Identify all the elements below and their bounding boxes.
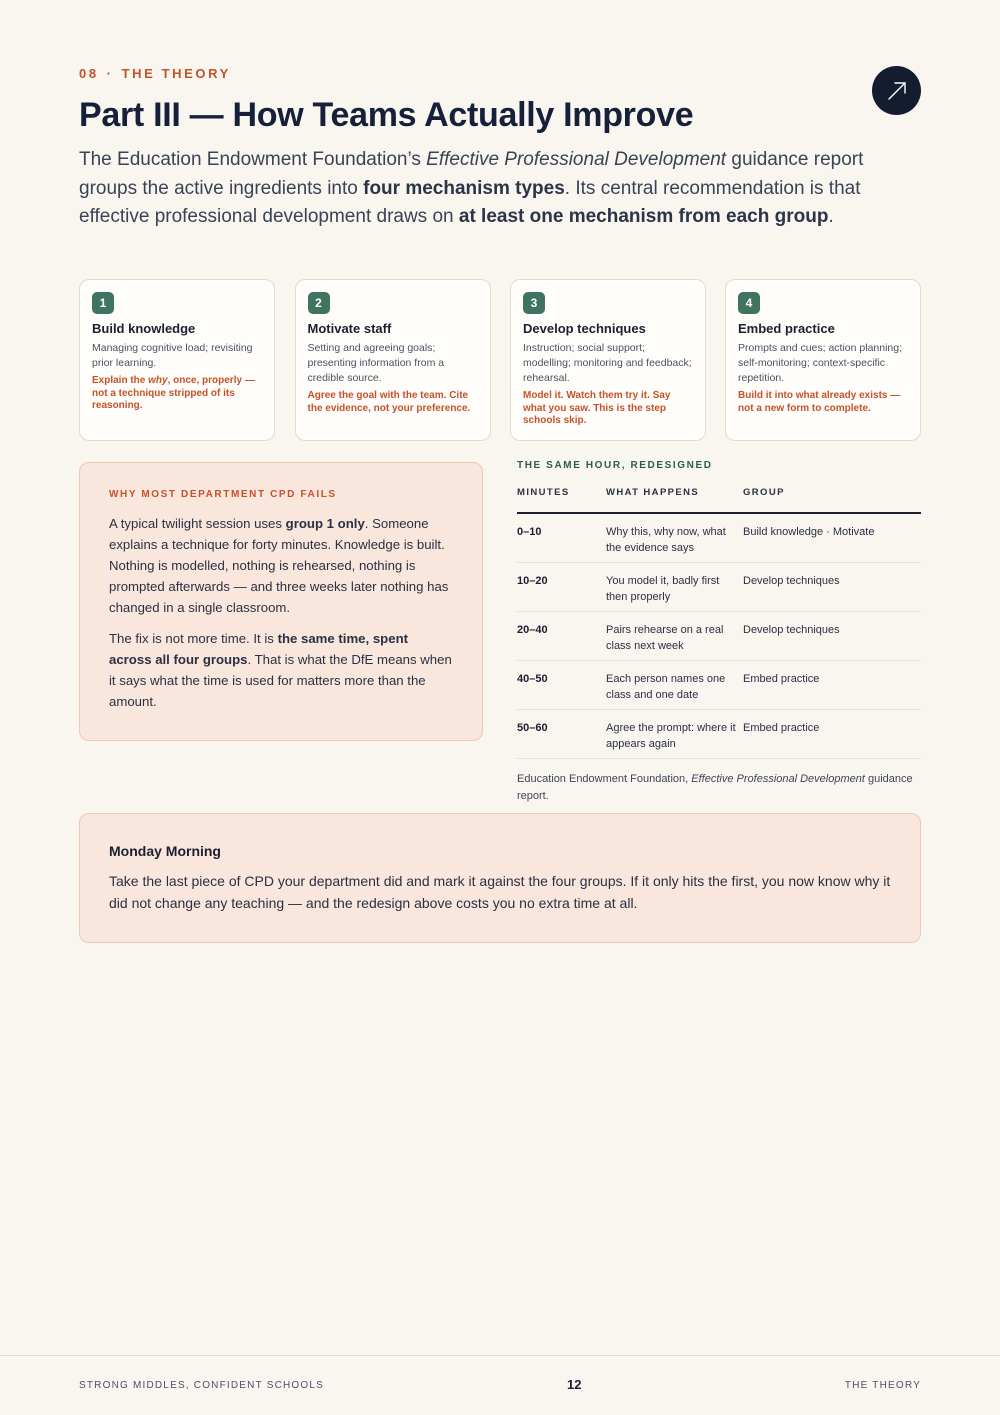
arrow-up-right-icon (886, 80, 908, 102)
card-note-emphasis: why (148, 375, 168, 386)
card-description: Setting and agreeing goals; presenting information from a credible source. (307, 342, 445, 384)
callout-text: . That is what the DfE means when it says what the time is used for matters more than the amount. (109, 652, 452, 709)
redesigned-hour-table (517, 460, 921, 805)
mechanism-card-motivate-staff (295, 279, 491, 441)
card-number-badge: 3 (523, 292, 545, 314)
cell-group: Develop techniques (743, 575, 840, 587)
footer-section-name: THE THEORY (844, 1380, 921, 1391)
footer-publication-title: STRONG MIDDLES, CONFIDENT SCHOOLS (79, 1380, 324, 1391)
lede-report-title: Effective Professional Development (426, 149, 727, 170)
column-header-group: GROUP (743, 487, 785, 498)
cell-what-happens: Why this, why now, what the evidence says (606, 526, 726, 554)
why-cpd-fails-callout (79, 462, 483, 741)
cell-what-happens: Agree the prompt: where it appears again (606, 722, 736, 750)
mechanism-card-develop-techniques (510, 279, 706, 441)
callout-paragraph (109, 628, 453, 712)
table-row (517, 710, 921, 759)
table-label: THE SAME HOUR, REDESIGNED (517, 460, 713, 471)
card-title: Motivate staff (307, 321, 392, 336)
kicker-separator: · (106, 66, 114, 81)
lede-text: The Education Endowment Foundation’s (79, 149, 427, 170)
cell-group: Build knowledge · Motivate (743, 526, 875, 538)
cell-minutes: 10–20 (517, 575, 548, 587)
card-number-badge: 4 (738, 292, 760, 314)
card-number-badge: 1 (92, 292, 114, 314)
callout-emphasis: group 1 only (285, 516, 365, 531)
callout-label: WHY MOST DEPARTMENT CPD FAILS (109, 489, 337, 500)
section-number: 08 (79, 66, 99, 81)
card-description: Prompts and cues; action planning; self-monitoring; context-specific repetition. (738, 342, 903, 384)
cell-group: Develop techniques (743, 624, 840, 636)
footer-page-number: 12 (567, 1377, 582, 1392)
source-text: Education Endowment Foundation, (517, 773, 692, 785)
card-title: Develop techniques (523, 321, 646, 336)
mechanism-cards (79, 279, 921, 441)
source-text: guidance report. (517, 773, 913, 802)
lede-text: . (828, 206, 834, 227)
table-row (517, 514, 921, 563)
cell-minutes: 0–10 (517, 526, 542, 538)
cell-what-happens: Pairs rehearse on a real class next week (606, 624, 724, 652)
lede-paragraph (79, 146, 869, 232)
card-note: Build it into what already exists — not a new form to complete. (738, 390, 901, 414)
card-note-text: , once, properly — not a technique stripped of its reasoning. (92, 375, 255, 411)
card-description: Managing cognitive load; revisiting prior learning. (92, 342, 253, 369)
cell-what-happens: Each person names one class and one date (606, 673, 726, 701)
callout-text: . Someone explains a technique for forty minutes. Knowledge is built. Nothing is modelled, nothing is rehearsed, nothing is prompted afterwards — and three weeks later nothing has changed in a single classroom. (109, 516, 449, 615)
monday-morning-callout (79, 813, 921, 943)
card-number-badge: 2 (308, 292, 330, 314)
lede-emphasis: at least one mechanism from each group (458, 206, 829, 227)
lede-text: guidance report groups the active ingredients into (79, 149, 864, 199)
cell-group: Embed practice (743, 673, 820, 685)
cell-what-happens: You model it, badly first then properly (606, 575, 720, 603)
cell-group: Embed practice (743, 722, 820, 734)
callout-paragraph (109, 513, 453, 618)
lede-text: . Its central recommendation is that effective professional development draws on (79, 177, 861, 227)
section-link-button[interactable] (872, 66, 921, 115)
mechanism-card-build-knowledge (79, 279, 275, 441)
cell-minutes: 50–60 (517, 722, 548, 734)
card-note: Model it. Watch them try it. Say what you saw. This is the step schools skip. (523, 390, 671, 426)
callout-text: A typical twilight session uses (109, 516, 286, 531)
lede-emphasis: four mechanism types (363, 177, 565, 199)
column-header-what-happens: WHAT HAPPENS (606, 487, 700, 498)
column-header-minutes: MINUTES (517, 487, 570, 498)
table-source-note (517, 771, 921, 805)
callout-emphasis: the same time, spent across all four groups (109, 631, 409, 667)
table-row (517, 661, 921, 710)
card-description: Instruction; social support; modelling; monitoring and feedback; rehearsal. (523, 342, 692, 384)
callout-text: The fix is not more time. It is (109, 631, 278, 646)
table-row (517, 612, 921, 661)
card-title: Build knowledge (92, 321, 196, 336)
source-report-title: Effective Professional Development (691, 773, 865, 785)
card-note-text: Explain the (92, 375, 149, 386)
page-footer (0, 1355, 1000, 1415)
card-note (92, 375, 262, 413)
card-note: Agree the goal with the team. Cite the evidence, not your preference. (307, 390, 471, 414)
monday-title: Monday Morning (109, 843, 221, 859)
page-title: Part III — How Teams Actually Improve (79, 96, 694, 134)
card-title: Embed practice (738, 321, 835, 336)
table-row (517, 563, 921, 612)
section-kicker (79, 66, 231, 81)
monday-body: Take the last piece of CPD your department did and mark it against the four groups. If it only hits the first, you now know why it did not change any teaching — and the redesign above costs you no extra time at all. (109, 873, 891, 911)
cell-minutes: 40–50 (517, 673, 548, 685)
cell-minutes: 20–40 (517, 624, 548, 636)
mechanism-card-embed-practice (725, 279, 921, 441)
table-header (517, 483, 921, 514)
section-label: THE THEORY (121, 66, 231, 81)
